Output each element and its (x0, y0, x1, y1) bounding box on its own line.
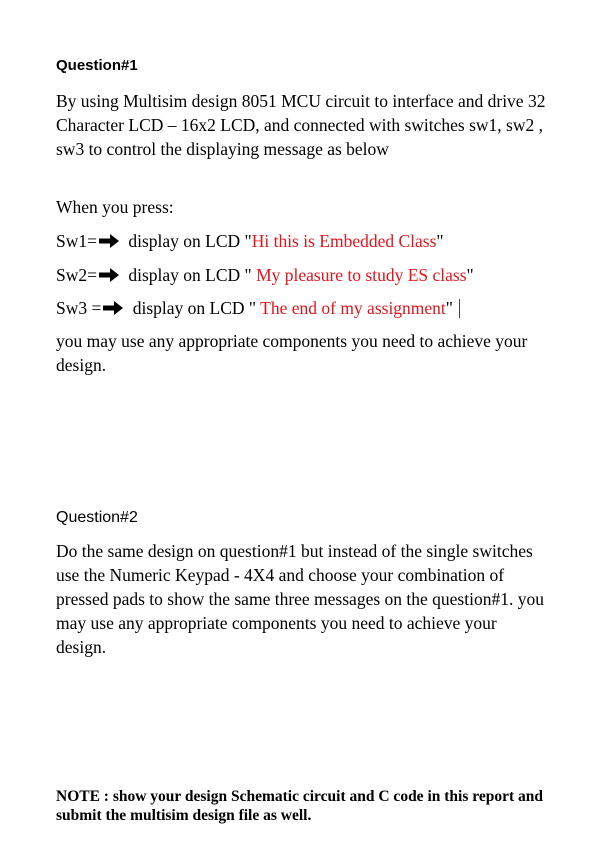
switch-2-end: " (466, 265, 474, 285)
question-2-body: Do the same design on question#1 but instead of the single switches use the Numeric Keypad - 4X4 and choose your combination of pressed pads to show the same three messages on the question#1. you may use any appropriate components you need to achieve your design. (56, 541, 544, 657)
question-1-title: Question#1 (56, 57, 138, 74)
switch-1-end: " (436, 231, 444, 251)
when-you-press: When you press: (56, 197, 174, 217)
switch-1-label: Sw1= (56, 231, 97, 251)
switch-3-label: Sw3 = (56, 298, 102, 318)
question-1-closing: you may use any appropriate components you need to achieve your design. (56, 331, 528, 375)
note-text: NOTE : show your design Schematic circuit and C code in this report and submit the multisim design file as well. (56, 788, 543, 824)
arrow-right-icon (98, 265, 120, 289)
switch-3-message: The end of my assignment (260, 298, 446, 318)
switch-2-text: display on LCD " (124, 265, 257, 285)
switch-1-message: Hi this is Embedded Class (251, 231, 437, 251)
arrow-right-icon (102, 298, 124, 322)
text-cursor (459, 299, 460, 318)
switch-1-line (56, 229, 444, 255)
switch-1-text: display on LCD " (124, 231, 252, 251)
switch-3-text: display on LCD " (128, 298, 261, 318)
switch-3-end: " (445, 298, 453, 318)
switch-2-label: Sw2= (56, 265, 97, 285)
switch-2-message: My pleasure to study ES class (256, 265, 467, 285)
question-1-intro: By using Multisim design 8051 MCU circuit to interface and drive 32 Character LCD – 16x2 LCD, and connected with switches sw1, sw2 , sw3 to control the displaying message as below (56, 91, 546, 159)
switch-2-line (56, 263, 474, 289)
question-2-title: Question#2 (56, 509, 138, 526)
arrow-right-icon (98, 231, 120, 255)
switch-3-line (56, 296, 460, 322)
